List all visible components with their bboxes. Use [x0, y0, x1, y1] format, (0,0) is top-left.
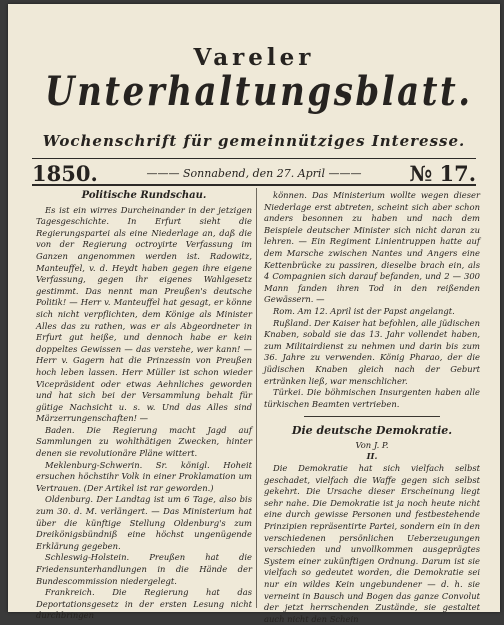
paragraph: Die Demokratie hat sich vielfach selbst geschadet, vielfach die Waffe gegen sich selbst gekehrt. Die Ursache dieser Erscheinung liegt sehr nahe. Die Demokratie ist ja noch heute nicht eine durch gewisse Personen und festbestehende Prinzipien repräsentirte Partei, sondern ein in den verschiedenen persönlichen Ueberzeugungen verschieden und unvollkommen ausgeprägtes System einer zukünftigen Ordnung. Darum ist sie vielfach so gedeutet worden, die Demokratie sei nur ein wildes Kein ungebundener — d. h. sie verneint in Bausch und Bogen das ganze Convolut der jetzt herrschenden Zustände, sie gestaltet auch nicht den Schein [264, 463, 480, 624]
right-column [264, 190, 480, 625]
paragraph: Meklenburg-Schwerin. Sr. königl. Hoheit ersuchen höchstihr Volk in einer Proklamation um Vertrauen. (Der Artikel ist rar geworden.) [36, 459, 252, 493]
column-divider [256, 188, 257, 608]
paragraph: Oldenburg. Der Landtag ist um 6 Tage, also bis zum 30. d. M. verlängert. — Das Ministerium hat über die künftige Stellung Oldenburg's zum Dreikönigsbündniß eine höchst ungenügende Erklärung gegeben. [36, 494, 252, 551]
paragraph: Rußland. Der Kaiser hat befohlen, alle jüdischen Knaben, sobald sie das 13. Jahr vollendet haben, zum Militairdienst zu nehmen und darin bis zum 36. Jahre zu verwenden. König Pharao, der die jüdischen Knaben gleich nach der Geburt ertränken ließ, war menschlicher. [264, 317, 480, 386]
paragraph: Rom. Am 12. April ist der Papst angelangt. [273, 305, 455, 316]
paragraph: Türkei. Die böhmischen Insurgenten haben alle türkischen Beamten vertrieben. [264, 387, 480, 409]
part-number: II. [366, 451, 378, 462]
issue-number: № 17. [409, 161, 476, 186]
masthead-subtitle: Wochenschrift für gemeinnütziges Interesse. [42, 132, 466, 150]
paragraph: Baden. Die Regierung macht Jagd auf Sammlungen zu wohlthätigen Zwecken, hinter denen sie revolutionäre Pläne wittert. [36, 424, 252, 459]
masthead-town: Vareler [193, 44, 315, 71]
bottom-rule [32, 184, 476, 186]
byline: Von J. P. [355, 439, 389, 450]
issue-year: 1850. [32, 161, 98, 186]
left-column [36, 190, 252, 622]
top-rule [32, 158, 476, 159]
masthead-title: Unterhaltungsblatt. [44, 68, 473, 115]
dateline [32, 161, 476, 186]
section-heading-politics: Politische Rundschau. [81, 190, 207, 201]
paragraph: Schleswig-Holstein. Preußen hat die Friedensunterhandlungen in die Hände der Bundescommission niedergelegt. [36, 552, 252, 586]
issue-date: ——— Sonnabend, den 27. April ——— [146, 167, 362, 180]
section-heading-democracy: Die deutsche Demokratie. [291, 424, 453, 438]
paragraph: können. Das Ministerium wollte wegen dieser Niederlage erst abtreten, scheint sich aber schon anders besonnen zu haben und nach dem Beispiele deutscher Minister sich nicht daran zu lehren. — Ein Regiment Linientruppen hatte auf dem Marsche zwischen Nantes und Angers eine Kettenbrücke zu passiren, dieselbe brach ein, als 4 Compagnien sich darauf befanden, und 2 — 300 Mann fanden ihren Tod in den reißenden Gewässern. — [264, 190, 480, 305]
section-separator [304, 416, 440, 417]
newspaper-page [8, 4, 500, 624]
paragraph: Es ist ein wirres Durcheinander in der jetzigen Tagesgeschichte. In Erfurt sieht die Regierungspartei als eine Niederlage an, daß die von der Regierung octroyirte Verfassung im Ganzen angenommen werden ist. Radowitz, Manteuffel, v. d. Heydt haben gegen ihre eigene Verfassung, gegen ihr eigenes Wahlgesetz gestimmt. Das nennt man Preußen's deutsche Politik! — Herr v. Manteuffel hat gesagt, er könne sich nicht verpflichten, dem Könige als Minister Alles das zu rathen, was er als Abgeordneter in Erfurt gut heiße, und dennoch habe er kein doppeltes Gewissen — das verstehe, wer kann! — Herr v. Gagern hat die Prinzessin von Preußen hoch leben lassen. Herr Müller ist schon wieder Vicepräsident oder etwas Aehnliches geworden und hat sich bei der Versammlung behalt für gütige Nachsicht u. s. w. Und das Alles sind Märzerrungenschaften! — [36, 204, 252, 424]
paragraph: Frankreich. Die Regierung hat das Deportationsgesetz in der ersten Lesung nicht durchbringen [36, 587, 252, 621]
